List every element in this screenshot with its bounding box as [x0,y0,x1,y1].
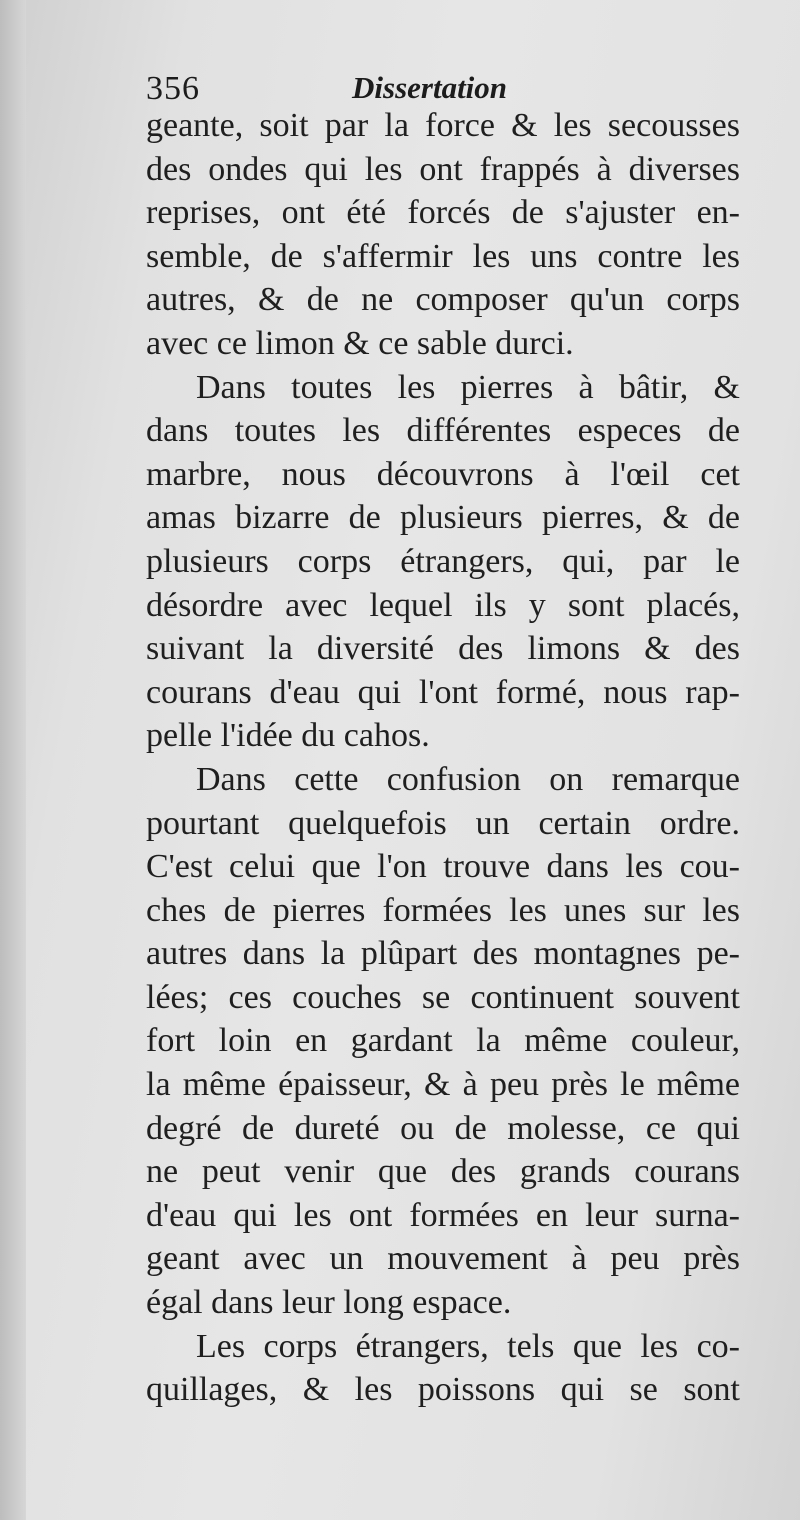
running-title: Dissertation [352,70,508,105]
text-line: lées; ces couches se continuent souvent [146,978,740,1016]
text-line: avec ce limon & ce sable durci. [146,324,574,362]
text-line: des ondes qui les ont frappés à diverses [146,150,740,188]
text-line: geante, soit par la force & les secousses [146,107,740,144]
text-line: autres, & de ne composer qu'un corps [146,281,740,319]
text-line: dans toutes les différentes especes de [146,412,740,450]
text-line: pourtant quelquefois un certain ordre. [146,804,740,842]
text-line: marbre, nous découvrons à l'œil cet [146,455,740,493]
text-line: pelle l'idée du cahos. [146,717,430,755]
text-line: quillages, & les poissons qui se sont [146,1371,740,1409]
text-line: geant avec un mouvement à peu près [146,1240,740,1278]
text-line: amas bizarre de plusieurs pierres, & de [146,499,740,537]
text-line: semble, de s'affermir les uns contre les [146,237,740,275]
text-line: suivant la diversité des limons & des [146,630,740,668]
text-line: égal dans leur long espace. [146,1284,512,1322]
text-line: désordre avec lequel ils y sont placés, [146,586,740,624]
text-line: Dans toutes les pierres à bâtir, & [196,368,740,406]
body-text [146,104,740,1412]
page-gutter-shadow [0,0,26,1520]
text-line: d'eau qui les ont formées en leur surna- [146,1196,740,1234]
text-line: fort loin en gardant la même couleur, [146,1022,740,1060]
text-line: courans d'eau qui l'ont formé, nous rap- [146,673,740,711]
text-line: ne peut venir que des grands courans [146,1153,740,1191]
page-number: 356 [146,70,200,107]
text-line: plusieurs corps étrangers, qui, par le [146,542,740,580]
text-line: ches de pierres formées les unes sur les [146,891,740,929]
text-line: C'est celui que l'on trouve dans les cou- [146,848,740,886]
text-line: Les corps étrangers, tels que les co- [196,1327,740,1365]
text-line: degré de dureté ou de molesse, ce qui [146,1109,740,1147]
text-line: la même épaisseur, & à peu près le même [146,1066,740,1104]
text-line: Dans cette confusion on remarque [196,760,740,798]
text-line: autres dans la plûpart des montagnes pe- [146,935,740,973]
text-line: reprises, ont été forcés de s'ajuster en- [146,194,740,232]
